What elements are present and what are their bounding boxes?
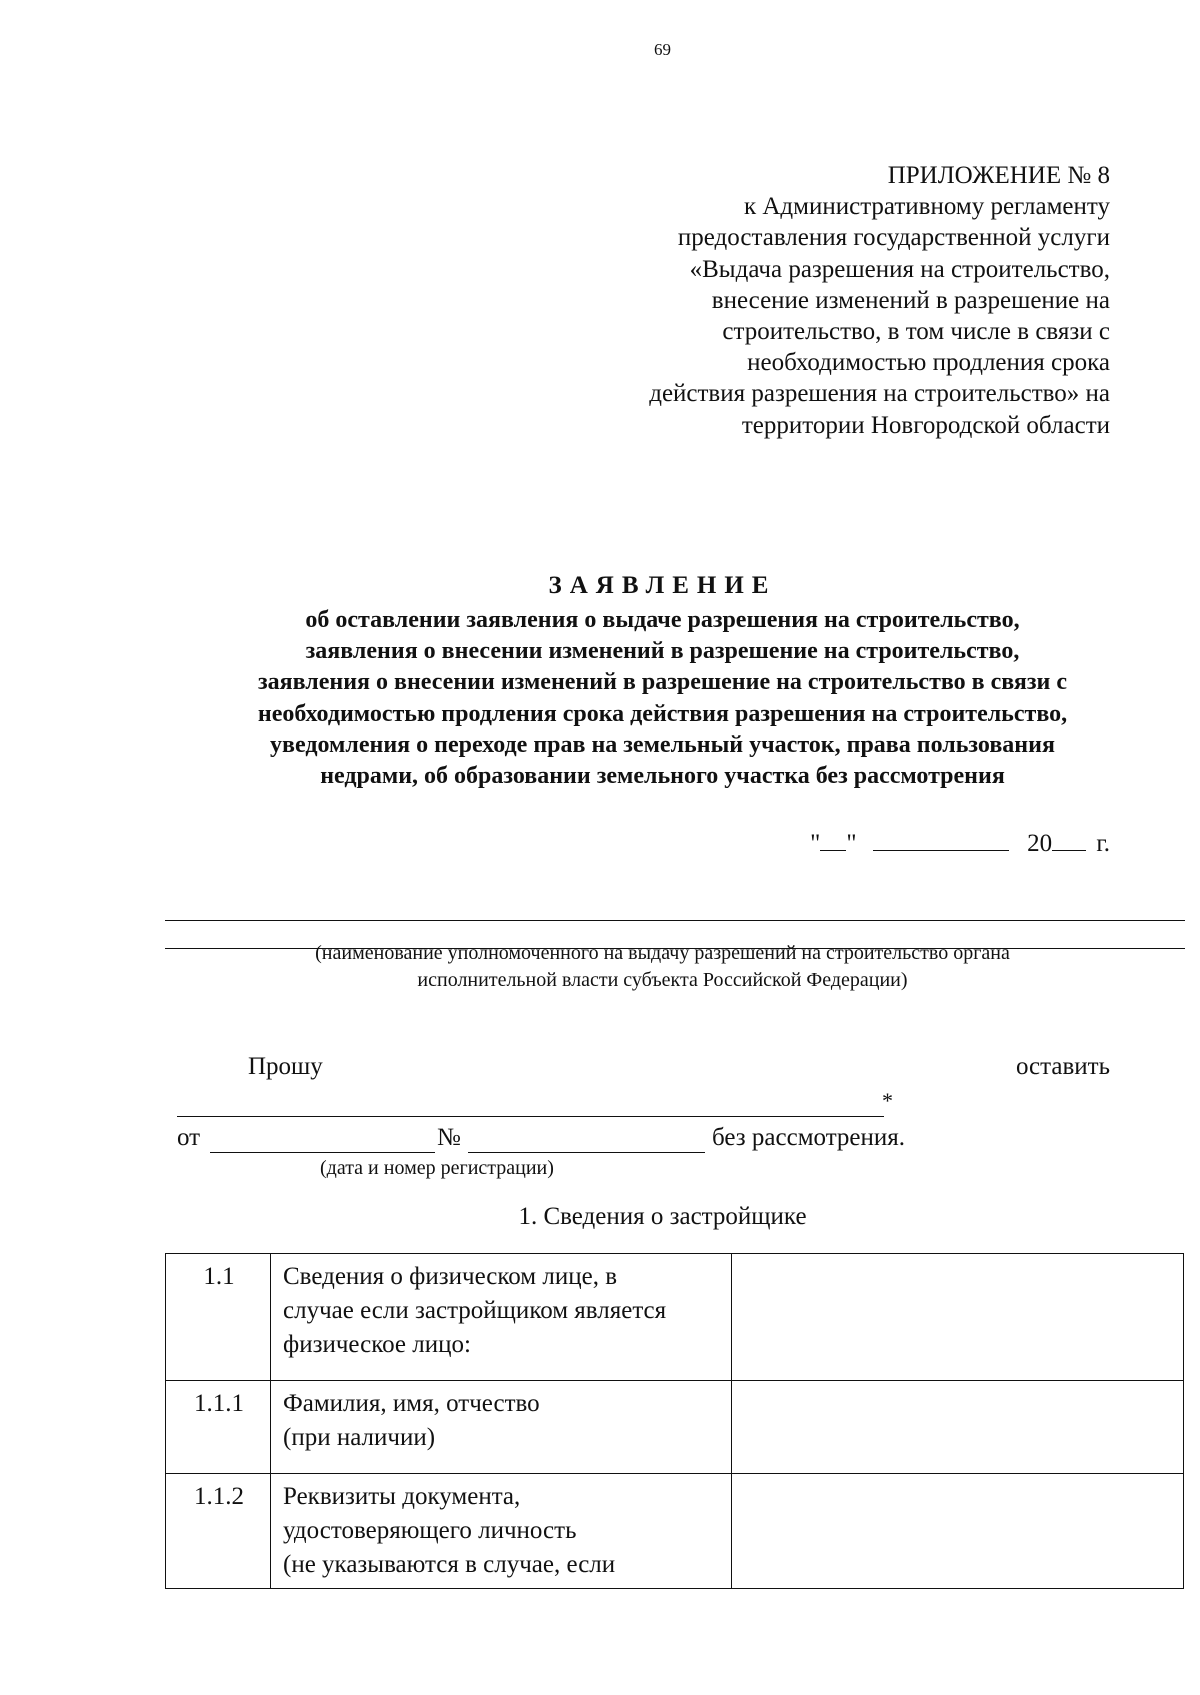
appendix-line: внесение изменений в разрешение на (711, 286, 1110, 314)
date-quote-close: " (846, 830, 857, 857)
table-row (166, 1474, 1184, 1589)
document-title: ЗАЯВЛЕНИЕ (548, 572, 777, 599)
authority-name-line-1[interactable] (165, 920, 1185, 921)
year-prefix: 20 (1027, 830, 1053, 857)
appendix-line: «Выдача разрешения на строительство, (689, 255, 1110, 283)
subtitle-line: недрами, об образовании земельного участка без рассмотрения (320, 763, 1005, 790)
row-label-line: (не указываются в случае, если (283, 1551, 616, 1578)
row-label-line: Фамилия, имя, отчество (283, 1390, 540, 1417)
appendix-line: действия разрешения на строительство» на (649, 380, 1110, 408)
row-number: 1.1.2 (166, 1474, 271, 1589)
subtitle-line: заявления о внесении изменений в разрешение на строительство в связи с (257, 669, 1068, 696)
row-label-line: физическое лицо: (283, 1331, 471, 1358)
number-sign: № (437, 1124, 461, 1151)
appendix-line: территории Новгородской области (741, 411, 1110, 439)
subtitle-line: необходимостью продления срока действия разрешения на строительство, (257, 700, 1068, 727)
appendix-line: необходимостью продления срока (747, 349, 1110, 377)
row-label-line: удостоверяющего личность (283, 1517, 577, 1544)
appendix-header (649, 160, 1110, 441)
day-field[interactable] (820, 826, 846, 851)
month-field[interactable] (873, 826, 1009, 851)
appendix-line: ПРИЛОЖЕНИЕ № 8 (887, 162, 1110, 189)
row-number: 1.1 (166, 1254, 271, 1381)
table-row (166, 1381, 1184, 1474)
row-label-line: (при наличии) (283, 1424, 436, 1451)
subtitle-line: уведомления о переходе прав на земельный участок, права пользования (270, 731, 1055, 758)
date-line (810, 826, 1110, 858)
developer-info-table (165, 1253, 1184, 1589)
subtitle-line: заявления о внесении изменений в разрешение на строительство, (305, 638, 1020, 665)
registration-number-field[interactable] (468, 1152, 705, 1153)
request-word-1: Прошу (248, 1053, 323, 1080)
appendix-line: предоставления государственной услуги (677, 224, 1110, 252)
row-value-cell[interactable] (732, 1381, 1184, 1474)
registration-date-field[interactable] (210, 1152, 435, 1153)
year-field[interactable] (1052, 826, 1086, 851)
row-label-line: Сведения о физическом лице, в (283, 1263, 617, 1290)
row-label-line: случае если застройщиком является (283, 1297, 667, 1324)
row-label (271, 1381, 732, 1474)
table-row (166, 1254, 1184, 1381)
row-label (271, 1254, 732, 1381)
row-label-line: Реквизиты документа, (283, 1483, 521, 1510)
from-label: от (177, 1124, 201, 1151)
authority-caption-line: (наименование уполномоченного на выдачу разрешений на строительство органа (315, 942, 1010, 964)
row-value-cell[interactable] (732, 1254, 1184, 1381)
appendix-line: к Административному регламенту (743, 193, 1110, 221)
footnote-asterisk: * (882, 1088, 893, 1113)
authority-caption (150, 940, 1175, 994)
authority-caption-line: исполнительной власти субъекта Российской Федерации) (417, 969, 908, 991)
date-quote-open: " (810, 830, 821, 857)
row-label (271, 1474, 732, 1589)
year-suffix: г. (1096, 830, 1110, 857)
row-number: 1.1.1 (166, 1381, 271, 1474)
row-value-cell[interactable] (732, 1474, 1184, 1589)
appendix-line: строительство, в том числе в связи с (722, 318, 1110, 346)
section-title: 1. Сведения о застройщике (518, 1203, 807, 1230)
document-subtitle (150, 605, 1175, 792)
registration-caption: (дата и номер регистрации) (320, 1157, 554, 1179)
request-word-2: оставить (1015, 1053, 1110, 1080)
page-number: 69 (654, 40, 671, 59)
request-tail-text: без рассмотрения. (712, 1124, 906, 1151)
subtitle-line: об оставлении заявления о выдаче разрешения на строительство, (305, 607, 1020, 633)
document-type-field[interactable] (177, 1116, 884, 1117)
